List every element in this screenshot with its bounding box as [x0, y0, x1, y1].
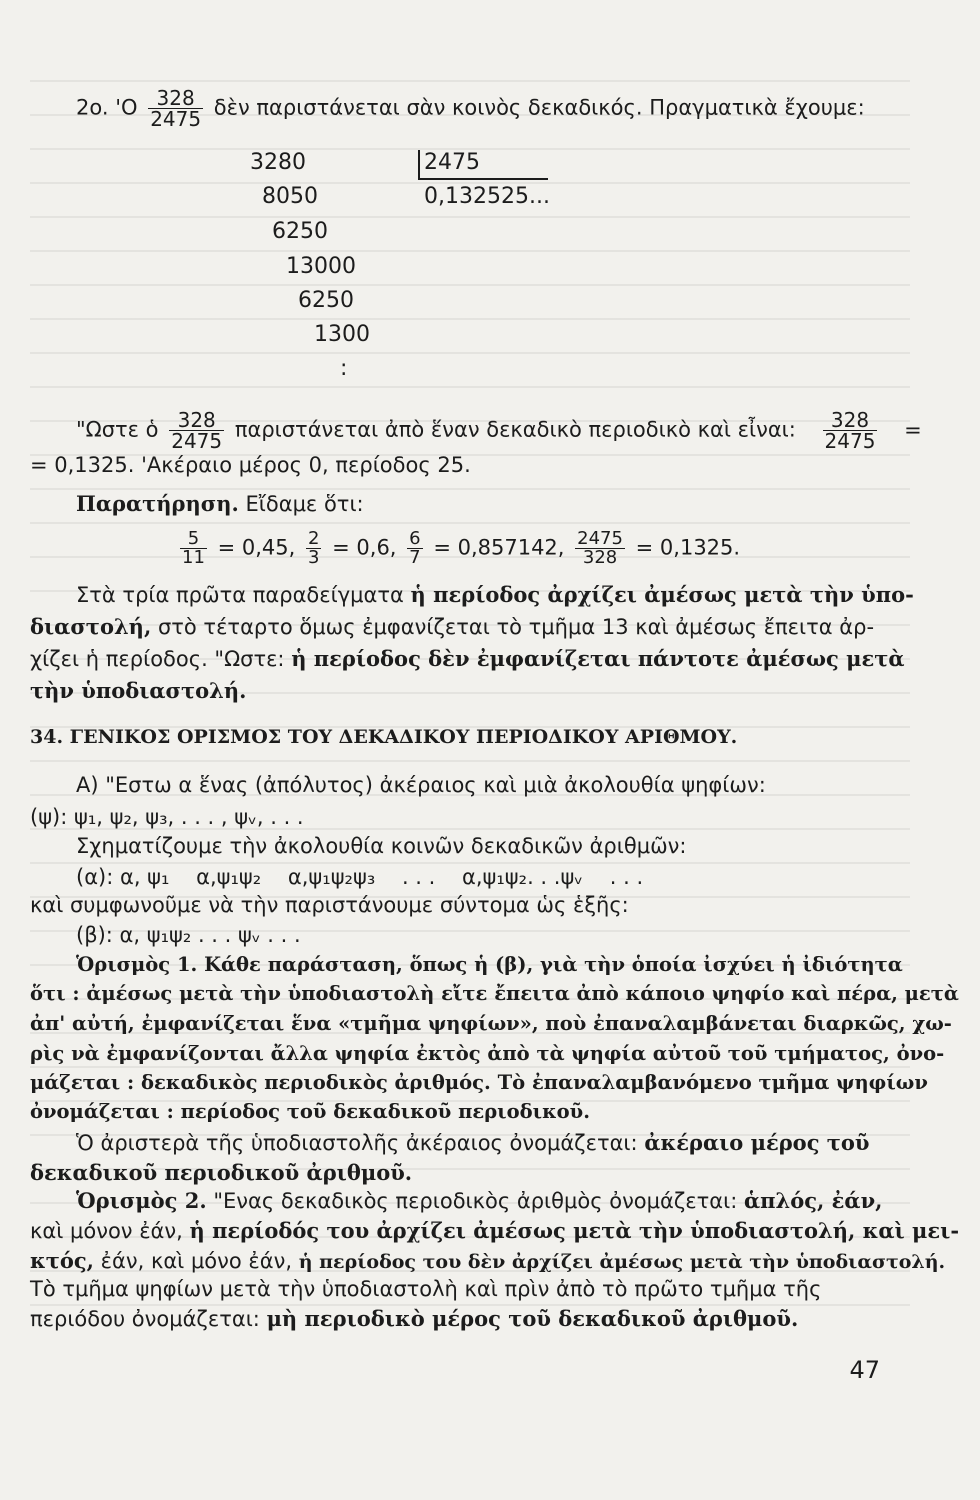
definition-1-line-2: ὅτι : ἀμέσως μετὰ τὴν ὑποδιαστολὴ εἴτε ἔπειτα ἀπὸ κάποιο ψηφίο καὶ πέρα, μετὰ [30, 982, 959, 1005]
definition-2-line-2 [30, 1218, 959, 1244]
example-2-line [76, 88, 865, 129]
division-step: 6250 [298, 288, 354, 313]
division-quotient: 0,132525... [424, 184, 550, 209]
remark-fractions-line [176, 530, 740, 567]
fraction-denominator: 7 [409, 547, 421, 568]
remark-emphasis: ἡ περίοδος ἀρχίζει ἀμέσως μετὰ τὴν ὑπο- [410, 582, 914, 607]
definition-text: "Ενας δεκαδικὸς περιοδικὸς ἀριθμὸς ὀνομάζεται: [213, 1189, 738, 1213]
fraction-denominator: 2475 [824, 429, 876, 453]
definition-emphasis: ἡ περίοδός του ἀρχίζει ἀμέσως μετὰ τὴν ὑποδιαστολή, καὶ μει- [189, 1218, 960, 1243]
page-number: 47 [849, 1356, 880, 1384]
remark-emphasis: ἡ περίοδος δὲν ἐμφανίζεται πάντοτε ἀμέσως μετὰ [291, 646, 905, 671]
fraction-2475-328 [575, 530, 625, 567]
definition-text: περιόδου ὀνομάζεται: [30, 1307, 260, 1331]
result-text: "Ωστε ὁ [76, 417, 159, 442]
definition-emphasis: ἡ περίοδος του δὲν ἀρχίζει ἀμέσως μετὰ τὴν ὑποδιαστολή. [298, 1251, 946, 1273]
definition-2-line-4: Τὸ τμῆμα ψηφίων μετὰ τὴν ὑποδιαστολὴ καὶ πρὶν ἀπὸ τὸ πρῶτο τμῆμα τῆς [30, 1277, 822, 1301]
section-text-a5: καὶ συμφωνοῦμε νὰ τὴν παριστάνουμε σύντομα ὡς ἑξῆς: [30, 893, 629, 917]
remark-paragraph-line-3 [30, 646, 905, 672]
definition-1-line-6: ὀνομάζεται : περίοδος τοῦ δεκαδικοῦ περιοδικοῦ. [30, 1100, 591, 1123]
division-step: 8050 [262, 184, 318, 209]
definition-text: ἐάν, καὶ μόνο ἐάν, [100, 1249, 293, 1273]
fraction-numerator: 328 [830, 408, 870, 432]
definition-emphasis: κτός, [30, 1248, 94, 1273]
equals-sign: = [904, 417, 922, 442]
remark-text: χίζει ἡ περίοδος. "Ωστε: [30, 647, 285, 671]
section-text-a4: (α): α, ψ₁ α,ψ₁ψ₂ α,ψ₁ψ₂ψ₃ . . . α,ψ₁ψ₂. . .ψᵥ . . . [76, 865, 644, 889]
fraction-numerator: 6 [409, 528, 421, 549]
fraction-denominator: 11 [182, 547, 205, 568]
definition-1-line-1: Ὁρισμὸς 1. Κάθε παράσταση, ὅπως ἡ (β), γιὰ τὴν ὁποία ἰσχύει ἡ ἰδιότητα [76, 953, 903, 976]
remark-heading-line [76, 491, 364, 517]
example-text: δὲν παριστάνεται σὰν κοινὸς δεκαδικός. Πραγματικὰ ἔχουμε: [213, 95, 865, 120]
fraction-denominator: 2475 [150, 107, 202, 131]
remark-intro: Εἴδαμε ὅτι: [245, 492, 364, 516]
remark-paragraph-line-1 [76, 582, 914, 608]
division-vertical-rule [418, 150, 420, 180]
fraction-numerator: 328 [177, 408, 216, 432]
fraction-2-3 [306, 530, 321, 567]
fraction-denominator: 3 [308, 547, 320, 568]
fraction-value: = 0,45, [217, 535, 296, 560]
result-text: παριστάνεται ἀπὸ ἕναν δεκαδικὸ περιοδικὸ καὶ εἶναι: [234, 417, 796, 442]
division-divisor: 2475 [424, 150, 480, 175]
fraction-denominator: 328 [575, 548, 625, 567]
example-label: 2o. 'O [76, 95, 138, 120]
fraction-numerator: 2475 [577, 528, 623, 549]
result-line-1 [76, 410, 922, 451]
fraction-5-11 [180, 530, 207, 567]
result-line-2: = 0,1325. 'Ακέραιο μέρος 0, περίοδος 25. [30, 453, 471, 477]
definition-text: Ὁ ἀριστερὰ τῆς ὑποδιαστολῆς ἀκέραιος ὀνομάζεται: [76, 1131, 638, 1155]
remark-text: Στὰ τρία πρῶτα παραδείγματα [76, 583, 404, 607]
division-continuation: : [340, 356, 348, 381]
division-step: 6250 [272, 219, 328, 244]
definition-1-line-4: ρὶς νὰ ἐμφανίζονται ἄλλα ψηφία ἐκτὸς ἀπὸ τὰ ψηφία αὐτοῦ τοῦ τμήματος, ὀνο- [30, 1042, 945, 1065]
fraction-denominator: 2475 [171, 429, 223, 453]
fraction-328-2475 [169, 410, 224, 451]
definition-2-line-3 [30, 1248, 945, 1275]
definition-emphasis: μὴ περιοδικὸ μέρος τοῦ δεκαδικοῦ ἀριθμοῦ. [266, 1306, 799, 1331]
fraction-328-2475-periodic [823, 410, 878, 451]
fraction-numerator: 328 [156, 86, 195, 110]
fraction-numerator: 5 [187, 528, 200, 549]
definition-emphasis: ἀκέραιο μέρος τοῦ [644, 1130, 870, 1155]
remark-paragraph-line-2 [30, 614, 874, 640]
division-dividend: 3280 [250, 150, 306, 175]
fraction-value: = 0,857142, [433, 535, 565, 560]
remark-paragraph-line-4: τὴν ὑποδιαστολή. [30, 678, 247, 703]
definition-2-line-5 [30, 1306, 798, 1332]
division-horizontal-rule [418, 178, 548, 180]
section-text-a6: (β): α, ψ₁ψ₂ . . . ψᵥ . . . [76, 923, 301, 947]
section-text-a1: A) "Εστω α ἕνας (ἀπόλυτος) ἀκέραιος καὶ μιὰ ἀκολουθία ψηφίων: [76, 773, 766, 797]
section-heading: 34. ΓΕΝΙΚΟΣ ΟΡΙΣΜΟΣ ΤΟΥ ΔΕΚΑΔΙΚΟΥ ΠΕΡΙΟΔΙΚΟΥ ΑΡΙΘΜΟΥ. [30, 726, 738, 748]
definition-1-line-3: ἀπ' αὐτή, ἐμφανίζεται ἕνα «τμῆμα ψηφίων», ποὺ ἐπαναλαμβάνεται διαρκῶς, χω- [30, 1012, 952, 1035]
definition-emphasis: ἁπλός, ἐάν, [743, 1188, 883, 1213]
definition-1-line-5: μάζεται : δεκαδικὸς περιοδικὸς ἀριθμός. Τὸ ἐπαναλαμβανόμενο τμῆμα ψηφίων [30, 1071, 928, 1094]
definition-label: Ὁρισμὸς 2. [76, 1188, 207, 1213]
remark-emphasis: διαστολή, [30, 614, 152, 639]
definition-text: καὶ μόνον ἐάν, [30, 1219, 183, 1243]
fraction-value: = 0,6, [332, 535, 397, 560]
remark-text: στὸ τέταρτο ὅμως ἐμφανίζεται τὸ τμῆμα 13 καὶ ἀμέσως ἔπειτα ἀρ- [157, 615, 875, 639]
fraction-numerator: 2 [308, 528, 320, 549]
fraction-6-7 [407, 530, 422, 567]
section-text-a2: (ψ): ψ₁, ψ₂, ψ₃, . . . , ψᵥ, . . . [30, 805, 304, 829]
division-step: 13000 [286, 254, 356, 279]
definition-1-line-7 [76, 1130, 870, 1156]
definition-2-line-1 [76, 1188, 882, 1214]
division-step: 1300 [314, 322, 370, 347]
fraction-value: = 0,1325. [635, 535, 741, 560]
definition-1-line-8: δεκαδικοῦ περιοδικοῦ ἀριθμοῦ. [30, 1160, 413, 1185]
fraction-328-2475 [148, 88, 203, 129]
remark-title: Παρατήρηση. [76, 491, 239, 516]
section-text-a3: Σχηματίζουμε τὴν ἀκολουθία κοινῶν δεκαδικῶν ἀριθμῶν: [76, 834, 687, 858]
